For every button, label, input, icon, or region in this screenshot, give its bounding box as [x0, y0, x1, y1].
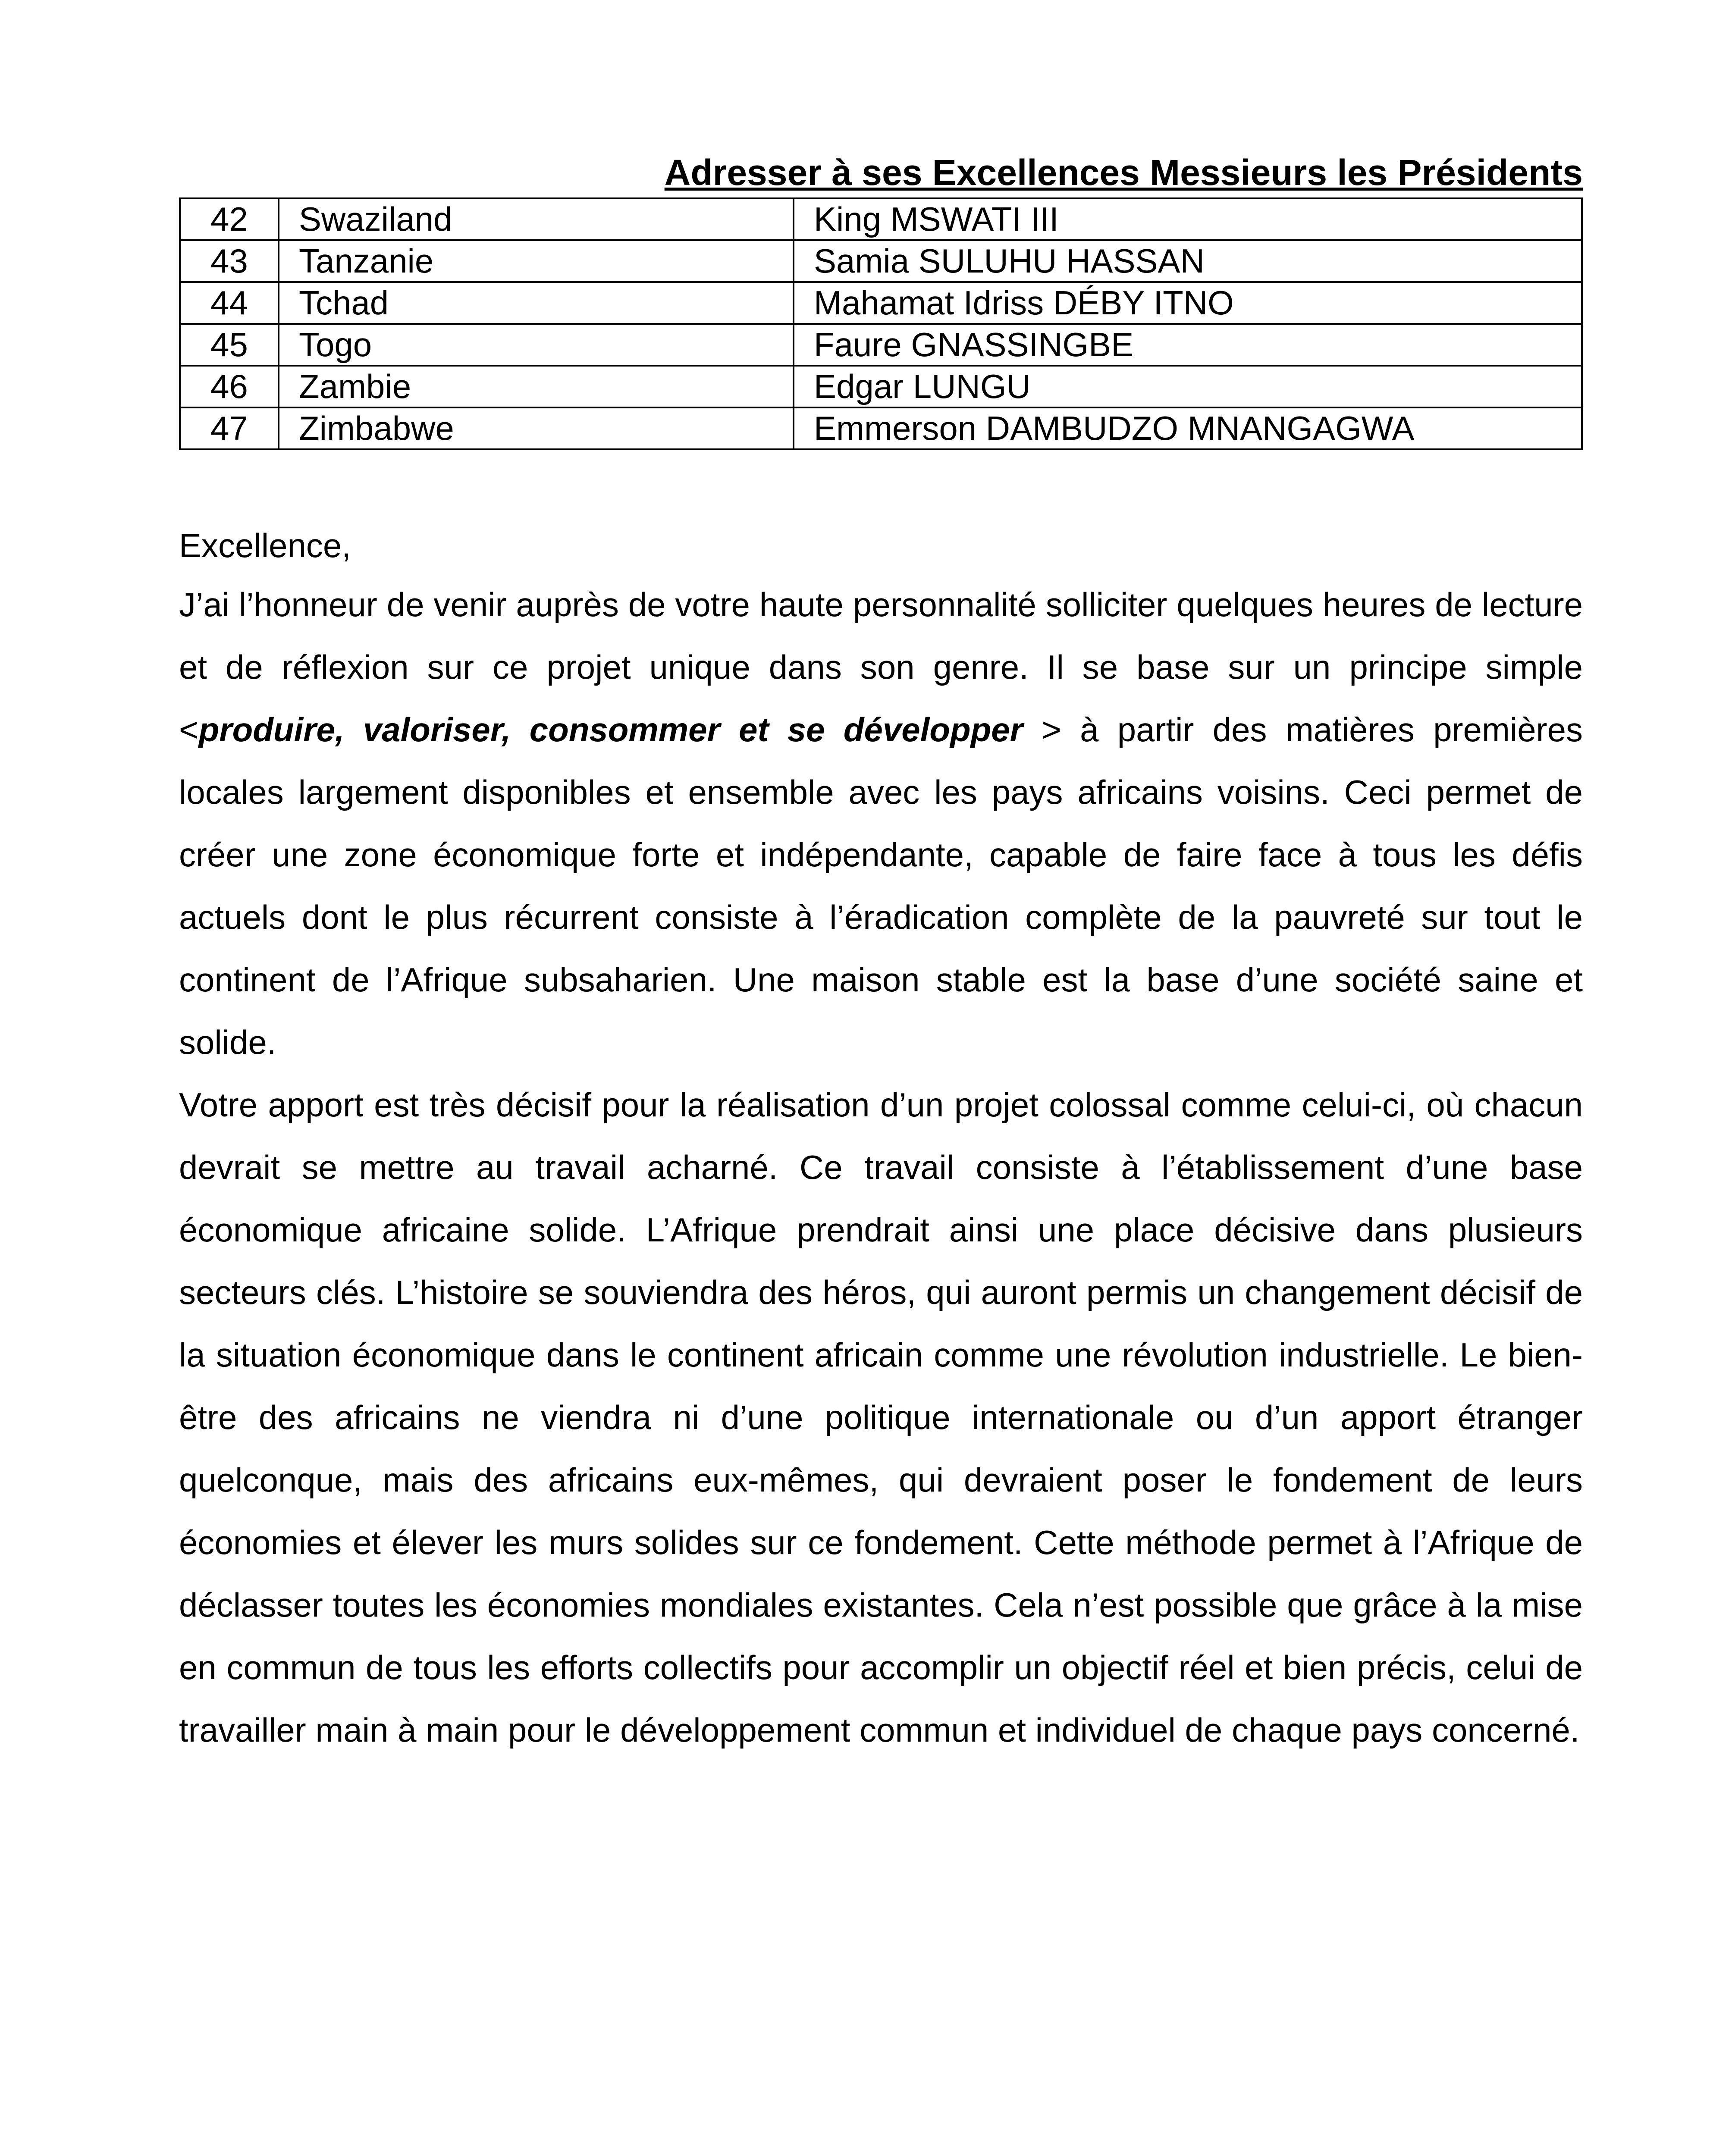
table-row	[180, 324, 1582, 366]
president-cell: King MSWATI III	[794, 198, 1582, 240]
table-row	[180, 366, 1582, 407]
presidents-table	[179, 197, 1583, 450]
table-row	[180, 240, 1582, 282]
table-row	[180, 407, 1582, 449]
president-cell: Faure GNASSINGBE	[794, 324, 1582, 366]
country-cell: Zambie	[279, 366, 794, 407]
row-number: 42	[180, 198, 279, 240]
president-cell: Edgar LUNGU	[794, 366, 1582, 407]
paragraph-2: Votre apport est très décisif pour la réalisation d’un projet colossal comme celui-ci, où chacun devrait se mettre au travail acharné. Ce travail consiste à l’établissement d’une base économique africaine solide. L’Afrique prendrait ainsi une place décisive dans plusieurs secteurs clés. L’histoire se souviendra des héros, qui auront permis un changement décisif de la situation économique dans le continent africain comme une révolution industrielle. Le bien-être des africains ne viendra ni d’une politique internationale ou d’un apport étranger quelconque, mais des africains eux-mêmes, qui devraient poser le fondement de leurs économies et élever les murs solides sur ce fondement. Cette méthode permet à l’Afrique de déclasser toutes les économies mondiales existantes. Cela n’est possible que grâce à la mise en commun de tous les efforts collectifs pour accomplir un objectif réel et bien précis, celui de travailler main à main pour le développement commun et individuel de chaque pays concerné.	[179, 1086, 1583, 1749]
paragraph-1-lead: J’ai l’honneur de venir auprès de votre haute personnalité solliciter quelques heures de lecture et de réflexion sur ce projet unique dans son genre. Il se base sur un principe simple <	[179, 586, 1583, 749]
country-cell: Tanzanie	[279, 240, 794, 282]
president-cell: Mahamat Idriss DÉBY ITNO	[794, 282, 1582, 324]
country-cell: Zimbabwe	[279, 407, 794, 449]
president-cell: Emmerson DAMBUDZO MNANGAGWA	[794, 407, 1582, 449]
row-number: 45	[180, 324, 279, 366]
principle-emphasis: produire, valoriser, consommer et se développer	[198, 711, 1023, 749]
row-number: 46	[180, 366, 279, 407]
country-cell: Swaziland	[279, 198, 794, 240]
salutation: Excellence,	[179, 526, 351, 564]
row-number: 44	[180, 282, 279, 324]
paragraph-1	[179, 573, 1583, 1074]
page-heading: Adresser à ses Excellences Messieurs les Présidents	[664, 152, 1583, 193]
paragraph-1-rest: > à partir des matières premières locales largement disponibles et ensemble avec les pays africains voisins. Ceci permet de créer une zone économique forte et indépendante, capable de faire face à tous les défis actuels dont le plus récurrent consiste à l’éradication complète de la pauvreté sur tout le continent de l’Afrique subsaharien. Une maison stable est la base d’une société saine et solide.	[179, 711, 1583, 1061]
country-cell: Togo	[279, 324, 794, 366]
row-number: 47	[180, 407, 279, 449]
table-row	[180, 282, 1582, 324]
president-cell: Samia SULUHU HASSAN	[794, 240, 1582, 282]
row-number: 43	[180, 240, 279, 282]
letter-body	[179, 573, 1583, 1761]
country-cell: Tchad	[279, 282, 794, 324]
table-row	[180, 198, 1582, 240]
